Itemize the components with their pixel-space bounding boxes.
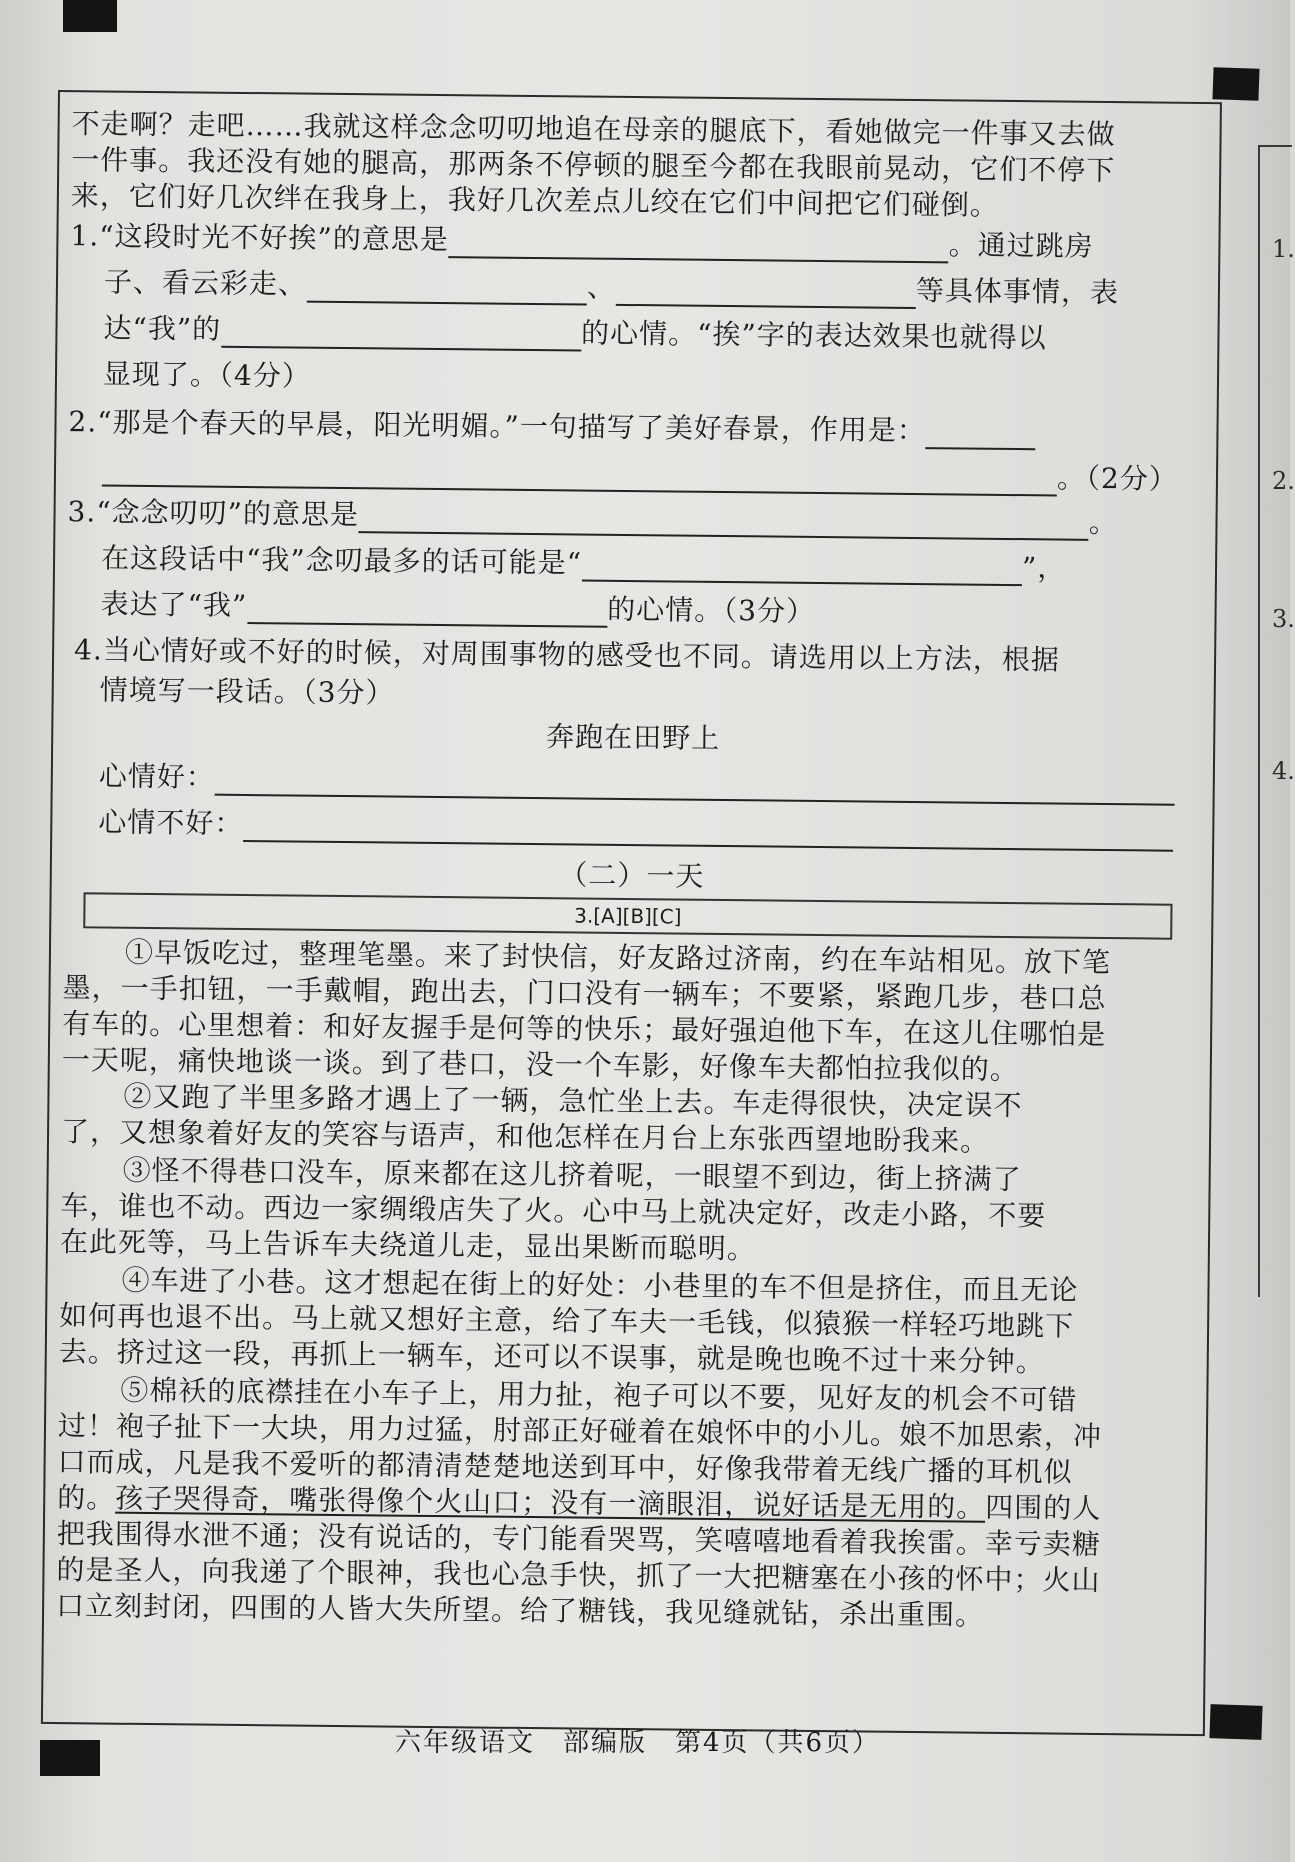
adjacent-question-number: 1.	[1272, 235, 1295, 263]
passage-line: 一天呢，痛快地谈一谈。到了巷口，没一个车影，好像车夫都怕拉我似的。	[61, 1043, 1019, 1087]
answer-blank[interactable]	[582, 552, 1022, 587]
passage-line: 口而成，凡是我不爱听的都清清楚楚地送到耳中，好像我带着无线广播的耳机似	[57, 1445, 1073, 1489]
corner-mark-bottom-right	[1209, 1704, 1262, 1740]
question-1-text: 。通过跳房	[948, 228, 1094, 263]
question-2	[68, 404, 1208, 452]
question-1	[70, 218, 1210, 266]
passage-line: 来，它们好几次绊在我身上，我好几次差点儿绞在它们中间把它们碰倒。	[70, 179, 1000, 222]
question-3-text: 的心情。（3分）	[607, 592, 816, 628]
passage-line: 墨，一手扣钮，一手戴帽，跑出去，门口没有一辆车；不要紧，紧跑几步，巷口总	[62, 971, 1107, 1016]
adjacent-page-edge	[1258, 145, 1295, 1297]
adjacent-question-number: 2.	[1272, 467, 1295, 495]
passage-line: 口立刻封闭，四围的人皆大失所望。给了糖钱，我见缝就钻，杀出重围。	[55, 1589, 985, 1632]
answer-choice-box[interactable]: 3.[A][B][C]	[83, 892, 1172, 939]
passage-line: ④车进了小巷。这才想起在街上的好处：小巷里的车不但是挤住，而且无论	[121, 1263, 1079, 1307]
passage-line: 在此死等，马上告诉车夫绕道儿走，显出果断而聪明。	[59, 1225, 757, 1266]
question-1-text: 的心情。“挨”字的表达效果也就得以	[580, 316, 1047, 355]
question-1-stem: 1.“这段时光不好挨”的意思是	[70, 219, 449, 257]
frame-content	[55, 92, 1220, 1632]
answer-blank[interactable]	[307, 273, 587, 306]
answer-blank[interactable]	[926, 419, 1036, 450]
writing-topic: 奔跑在田野上	[546, 720, 721, 755]
question-2-line-2	[68, 450, 1208, 498]
question-1-line-4: 显现了。（4分）	[102, 357, 312, 393]
question-frame	[41, 90, 1222, 1736]
question-4: 4.当心情好或不好的时候，对周围事物的感受也不同。请选用以上方法，根据	[73, 633, 1060, 677]
question-3-text: ”，	[1021, 551, 1067, 585]
question-3-line-3	[66, 586, 1206, 634]
passage-line: ②又跑了半里多路才遇上了一辆，急忙坐上去。车走得很快，决定误不	[123, 1079, 1023, 1123]
corner-mark-top-right	[1212, 67, 1259, 101]
answer-blank[interactable]	[247, 594, 607, 628]
answer-blank[interactable]	[243, 812, 1173, 852]
passage-line: 过！袍子扯下一大块，用力过猛，肘部正好碰着在娘怀中的小儿。娘不加思索，冲	[57, 1409, 1103, 1454]
answer-blank[interactable]	[449, 228, 949, 263]
passage-line: 如何再也退不出。马上就又想好主意，给了车夫一毛钱，似猿猴一样轻巧地跳下	[58, 1299, 1075, 1343]
adjacent-question-number: 3.	[1272, 605, 1295, 633]
adjacent-question-number: 4.	[1272, 757, 1295, 785]
question-3-line-2	[67, 540, 1207, 588]
question-1-line-3	[69, 310, 1209, 358]
mood-bad-row	[64, 804, 1204, 852]
question-3-text: 。	[1088, 505, 1119, 540]
passage-line: 有车的。心里想着：和好友握手是何等的快乐；最好强迫他下车，在这儿住哪怕是	[62, 1007, 1107, 1052]
passage-line: ①早饭吃过，整理笔墨。来了封快信，好友路过济南，约在车站相见。放下笔	[124, 935, 1112, 980]
answer-blank[interactable]	[616, 276, 916, 309]
corner-mark-bottom-left	[40, 1740, 100, 1776]
question-1-text: 子、看云彩走、	[103, 265, 308, 301]
mood-bad-label: 心情不好：	[98, 805, 244, 840]
page-footer: 六年级语文 部编版 第4页（共6页）	[395, 1728, 881, 1758]
underlined-sentence: 孩子哭得奇，嘴张得像个火山口；没有一滴眼泪，说好话是无用的。	[115, 1481, 986, 1524]
question-1-text: 达“我”的	[103, 311, 222, 346]
question-1-text: 、	[586, 270, 617, 304]
question-1-text: 等具体事情，表	[915, 273, 1120, 310]
question-1-line-2	[70, 264, 1210, 312]
question-3-text: 表达了“我”	[100, 587, 248, 623]
mood-good-row	[65, 758, 1205, 806]
passage-line: 一件事。我还没有她的腿高，那两条不停顿的腿至今都在我眼前晃动，它们不停下	[71, 143, 1116, 188]
section-title: （二）一天	[559, 858, 705, 893]
passage-line: ⑤棉袄的底襟挂在小车子上，用力扯，袍子可以不要，见好友的机会不可错	[120, 1373, 1078, 1417]
passage-line: 把我围得水泄不通；没有说话的，专门能看哭骂，笑嘻嘻地看着我挨雷。幸亏卖糖	[56, 1517, 1102, 1561]
passage-line: ③怪不得巷口没车，原来都在这儿挤着呢，一眼望不到边，街上挤满了	[122, 1153, 1022, 1197]
corner-mark-top-left	[63, 0, 117, 32]
question-3-stem: 3.“念念叨叨”的意思是	[67, 495, 360, 532]
passage-line: 了，又想象着好友的笑容与语声，和他怎样在月台上东张西望地盼我来。	[60, 1115, 990, 1158]
question-2-text: 。（2分）	[1056, 461, 1178, 496]
passage-text: 四围的人	[985, 1490, 1102, 1526]
passage-line: 去。挤过这一段，再抓上一辆车，还可以不误事，就是晚也晚不过十来分钟。	[58, 1335, 1045, 1379]
question-4-line-2: 情境写一段话。（3分）	[99, 673, 395, 710]
question-3	[67, 494, 1207, 542]
question-2-stem: 2.“那是个春天的早晨，阳光明媚。”一句描写了美好春景，作用是：	[68, 405, 927, 448]
question-3-text: 在这段话中“我”念叨最多的话可能是“	[100, 541, 583, 580]
passage-line: 的是圣人，向我递了个眼神，我也心急手快，抓了一大把糖塞在小孩的怀中；火山	[56, 1553, 1101, 1597]
answer-blank[interactable]	[102, 456, 1057, 496]
answer-blank[interactable]	[359, 503, 1089, 541]
answer-blank[interactable]	[221, 318, 581, 352]
passage-line: 车，谁也不动。西边一家绸缎店失了火。心中马上就决定好，改走小路，不要	[60, 1189, 1047, 1233]
answer-blank[interactable]	[215, 766, 1175, 806]
mood-good-label: 心情好：	[98, 759, 216, 794]
passage-text: 的。	[57, 1481, 116, 1515]
passage-line: 不走啊？走吧……我就这样念念叨叨地追在母亲的腿底下，看她做完一件事又去做	[71, 107, 1116, 152]
